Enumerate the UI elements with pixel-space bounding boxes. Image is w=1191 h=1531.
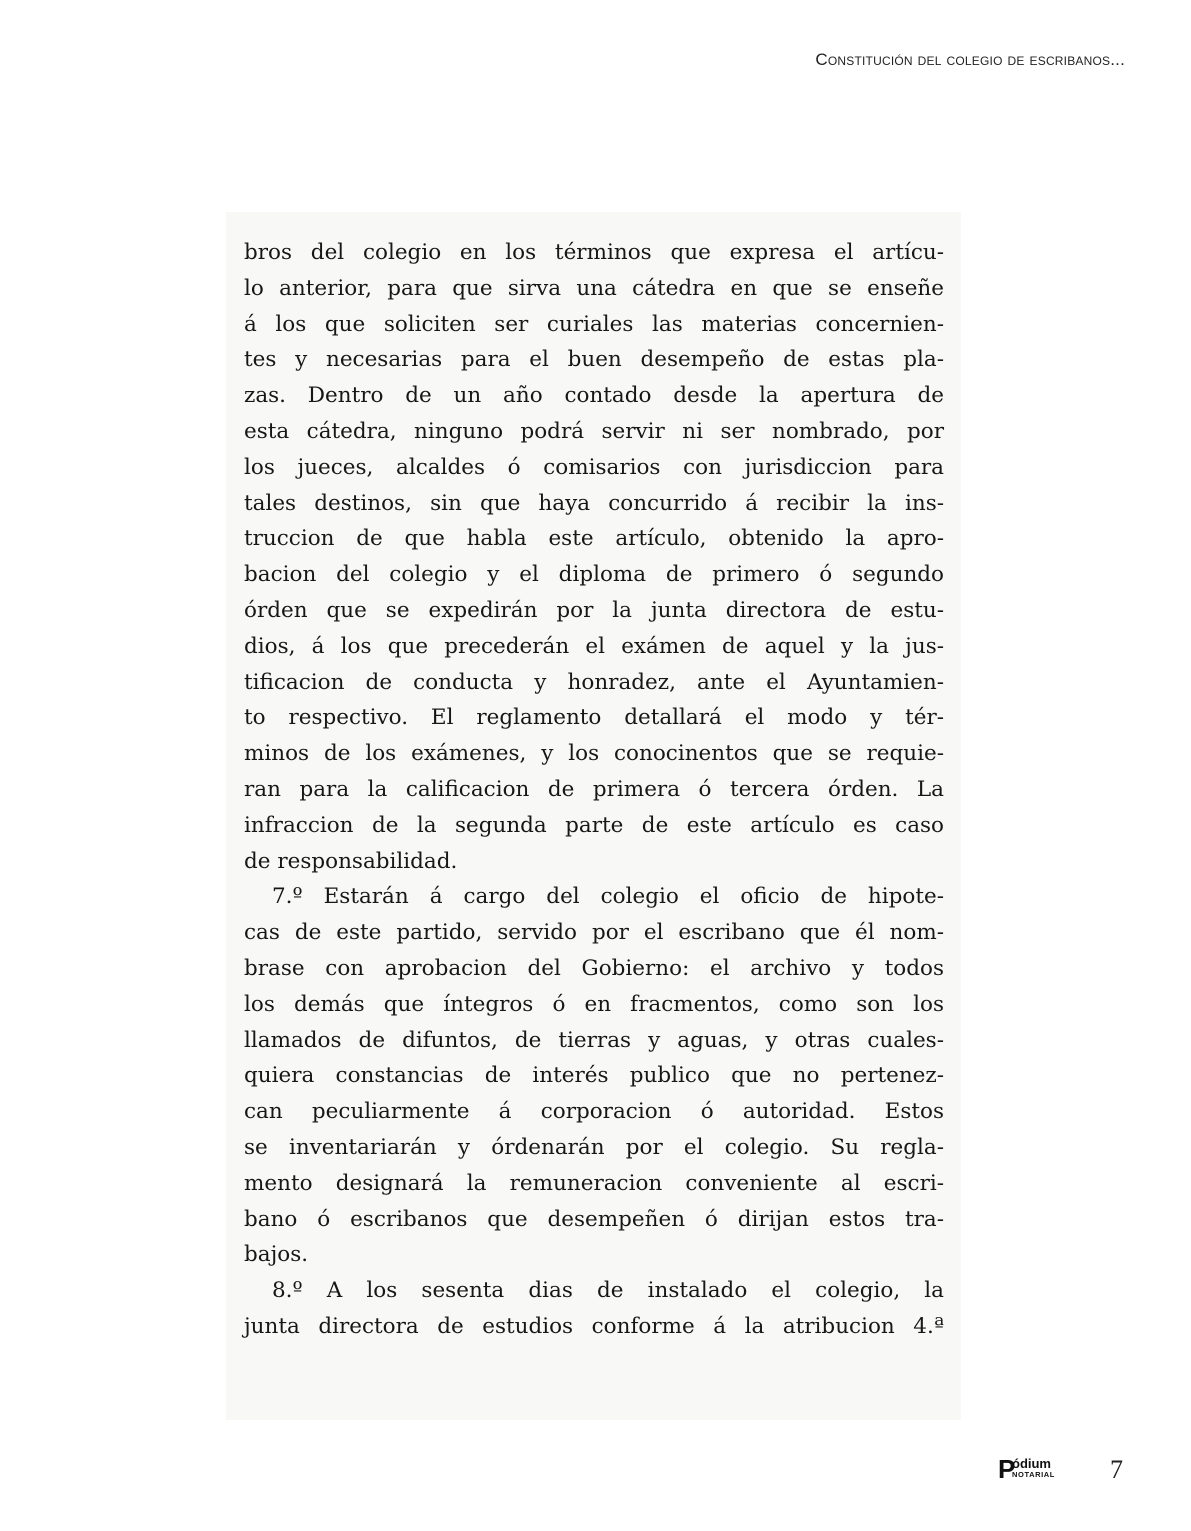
text-line: minos de los exámenes, y los conocinentos que se requie- [244, 741, 944, 767]
text-line: junta directora de estudios conforme á la atribucion 4.ª [244, 1313, 944, 1339]
text-line: infraccion de la segunda parte de este artículo es caso [244, 812, 944, 838]
text-line: órden que se expedirán por la junta directora de estu- [244, 597, 944, 623]
text-line: los demás que íntegros ó en fracmentos, como son los [244, 991, 944, 1017]
logo-letter: P [998, 1454, 1016, 1484]
podium-notarial-logo [998, 1456, 1068, 1484]
text-line: llamados de difuntos, de tierras y aguas, y otras cuales- [244, 1027, 944, 1053]
text-line: ran para la calificacion de primera ó tercera órden. La [244, 776, 944, 802]
text-line: dios, á los que precederán el exámen de aquel y la jus- [244, 633, 944, 659]
text-line: bacion del colegio y el diploma de primero ó segundo [244, 562, 944, 588]
running-header: Constitución del colegio de escribanos... [815, 50, 1125, 69]
text-line: mento designará la remuneracion conveniente al escri- [244, 1170, 944, 1196]
text-line: truccion de que habla este artículo, obtenido la apro- [244, 526, 944, 552]
text-line: bros del colegio en los términos que expresa el artícu- [244, 240, 944, 265]
body-text [244, 235, 944, 1345]
text-line: esta cátedra, ninguno podrá servir ni ser nombrado, por [244, 418, 944, 444]
text-line: to respectivo. El reglamento detallará el modo y tér- [244, 705, 944, 731]
text-line: tificacion de conducta y honradez, ante el Ayuntamien- [244, 669, 944, 695]
text-line: los jueces, alcaldes ó comisarios con jurisdiccion para [244, 454, 944, 480]
page-number: 7 [1110, 1455, 1123, 1484]
text-line: se inventariarán y órdenarán por el colegio. Su regla- [244, 1134, 944, 1160]
text-line: bajos. [244, 1242, 309, 1268]
text-line: á los que soliciten ser curiales las materias concernien- [244, 311, 944, 337]
text-line: quiera constancias de interés publico que no pertenez- [244, 1063, 944, 1089]
text-line: de responsabilidad. [244, 848, 458, 874]
text-line: brase con aprobacion del Gobierno: el archivo y todos [244, 955, 944, 981]
article-7-start: 7.º Estarán á cargo del colegio el oficio de hipote- [272, 884, 944, 910]
logo-subtitle: NOTARIAL [1012, 1470, 1055, 1479]
logo-word: ódium [1012, 1456, 1051, 1471]
text-line: bano ó escribanos que desempeñen ó dirijan estos tra- [244, 1206, 944, 1232]
text-line: lo anterior, para que sirva una cátedra en que se enseñe [244, 275, 944, 301]
text-line: cas de este partido, servido por el escribano que él nom- [244, 920, 944, 946]
article-8-start: 8.º A los sesenta dias de instalado el colegio, la [272, 1278, 944, 1304]
text-line: can peculiarmente á corporacion ó autoridad. Estos [244, 1099, 944, 1125]
text-line: tales destinos, sin que haya concurrido á recibir la ins- [244, 490, 944, 516]
text-line: tes y necesarias para el buen desempeño de estas pla- [244, 347, 944, 373]
text-line: zas. Dentro de un año contado desde la apertura de [244, 383, 944, 409]
